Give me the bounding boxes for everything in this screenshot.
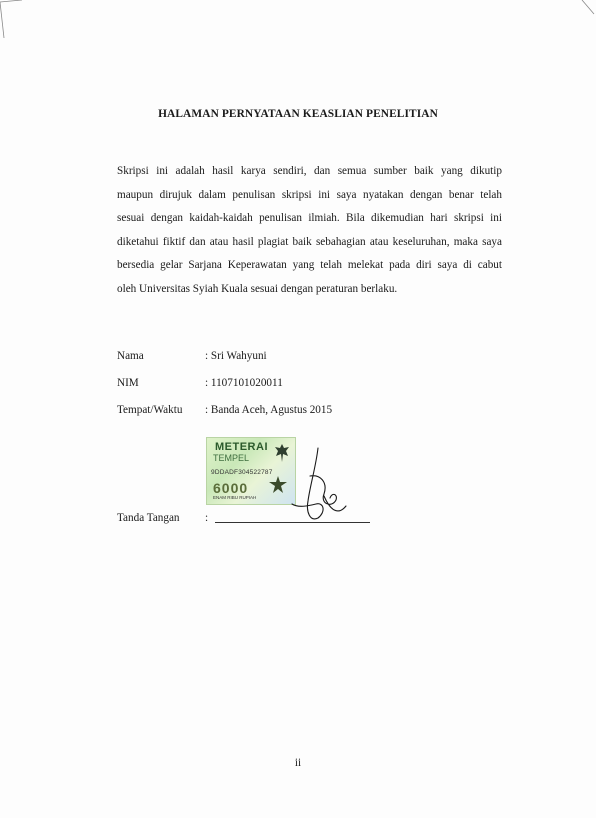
scan-edge-mark (0, 0, 30, 40)
paragraph-line: oleh Universitas Syiah Kuala sesuai dengan peraturan berlaku. (117, 282, 398, 295)
field-value: : Banda Aceh, Agustus 2015 (205, 404, 333, 416)
stamp-line2: TEMPEL (213, 453, 250, 463)
field-tanda-tangan (117, 512, 208, 524)
field-value: : Sri Wahyuni (205, 350, 267, 362)
field-tempat-waktu (117, 404, 332, 416)
field-label: Tanda Tangan (117, 512, 180, 524)
handwritten-signature (280, 446, 350, 528)
paragraph-line: maupun dirujuk dalam penulisan skripsi ini saya nyatakan dengan benar telah (117, 188, 502, 201)
stamp-subtext: ENAM RIBU RUPIAH (213, 495, 257, 500)
stamp-line1: METERAI (215, 441, 268, 453)
paragraph-line: sesuai dengan kaidah-kaidah penulisan ilmiah. Bila dikemudian hari skripsi ini (117, 212, 502, 225)
field-label: NIM (117, 377, 139, 389)
page-number: ii (294, 757, 302, 769)
stamp-value: 6000 (213, 480, 249, 496)
field-label: Tempat/Waktu (117, 404, 183, 416)
page-title: HALAMAN PERNYATAAN KEASLIAN PENELITIAN (158, 108, 438, 120)
signature-line (215, 522, 370, 523)
paragraph-line: Skripsi ini adalah hasil karya sendiri, dan semua sumber baik yang dikutip (117, 165, 502, 177)
field-value: : (205, 512, 209, 524)
field-nim (117, 377, 283, 389)
field-value: : 1107101020011 (205, 377, 283, 389)
statement-paragraph (117, 160, 502, 302)
paragraph-line: diketahui fiktif dan atau hasil plagiat baik sebahagian atau keseluruhan, maka saya (117, 235, 502, 248)
stamp-code: 9DDADF304522787 (211, 469, 273, 476)
scan-edge-mark (576, 0, 596, 20)
field-nama (117, 350, 267, 362)
field-label: Nama (117, 350, 144, 362)
paragraph-line: bersedia gelar Sarjana Keperawatan yang telah melekat pada diri saya di cabut (117, 259, 502, 272)
